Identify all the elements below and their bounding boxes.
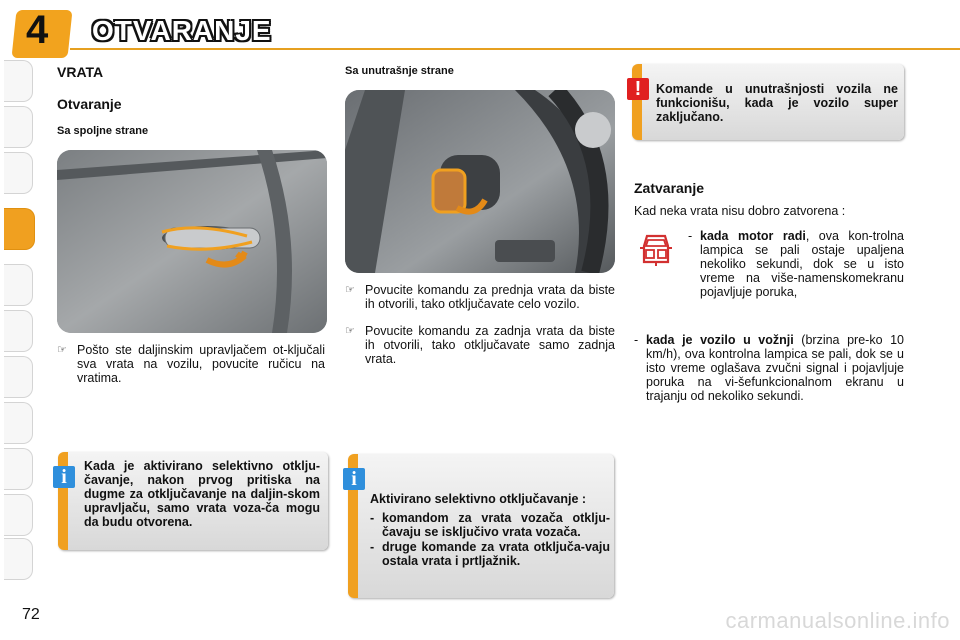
watermark: carmanualsonline.info (725, 608, 950, 633)
door-handle-outside-photo (57, 150, 327, 333)
chapter-tab-active[interactable] (4, 208, 35, 250)
chapter-tab[interactable] (4, 356, 33, 398)
info-note-title: Aktivirano selektivno otključavanje : (370, 492, 587, 506)
chapter-tab[interactable] (4, 310, 33, 352)
subheading-closing: Zatvaranje (634, 180, 705, 196)
outside-bullet: ☞ Pošto ste daljinskim upravljačem ot-ključali sva vrata na vozilu, povucite ručicu na vratima. (57, 343, 325, 385)
chapter-tab[interactable] (4, 402, 33, 444)
pointer-icon: ☞ (57, 344, 67, 356)
pointer-icon: ☞ (345, 284, 355, 296)
door-open-warning-lamp-icon (638, 232, 674, 268)
chapter-tab-strip (0, 60, 40, 580)
inside-bullet-rear: ☞ Povucite komandu za zadnja vrata da biste ih otvorili, tako otključavate samo zadnja vrata. (345, 324, 615, 366)
warning-icon: ! (627, 78, 649, 100)
info-note-left (58, 452, 328, 550)
header-divider (70, 48, 960, 50)
chapter-tab[interactable] (4, 60, 33, 102)
info-note-item: - druge komande za vrata otključa-vaju ostala vrata i prtljažnik. (370, 540, 610, 568)
info-note-item: - komandom za vrata vozača otklju-čavaju se isključivo vrata vozača. (370, 511, 610, 539)
door-handle-inside-photo (345, 90, 615, 273)
info-icon: i (343, 468, 365, 490)
subheading-opening: Otvaranje (57, 96, 122, 112)
chapter-tab[interactable] (4, 494, 33, 536)
page-title: OTVARANJE (92, 15, 272, 46)
warning-note (632, 64, 904, 140)
page-number: 72 (22, 606, 40, 623)
info-note-text: Kada je aktivirano selektivno otklju-čavanje, nakon prvog pritiska na dugme za otključavanje na daljin-skom upravljaču, samo vrata voza-ča mogu da budu otvorena. (84, 459, 320, 529)
pointer-icon: ☞ (345, 325, 355, 337)
chapter-tab[interactable] (4, 106, 33, 148)
inside-label: Sa unutrašnje strane (345, 65, 454, 77)
closing-item-driving: - kada je vozilo u vožnji (brzina pre-ko 10 km/h), ova kontrolna lampica se pali, dok se u isto vreme oglašava zvučni signal i pojavljuje poruka na vi-šefunkcionalnom ekranu u trajanju od nekoliko sekundi. (634, 333, 905, 403)
outside-label: Sa spoljne strane (57, 125, 149, 137)
section-heading: VRATA (57, 64, 104, 80)
closing-item-engine-running: - kada motor radi, ova kon-trolna lampica se pali ostaje upaljena nekoliko sekundi, dok se u isto vreme na više-namenskomekranu pojavljuje poruka, (688, 229, 904, 299)
chapter-tab[interactable] (4, 264, 33, 306)
chapter-number: 4 (26, 8, 49, 52)
chapter-tab[interactable] (4, 538, 33, 580)
inside-bullet-front: ☞ Povucite komandu za prednja vrata da biste ih otvorili, tako otključavate celo vozilo. (345, 283, 615, 311)
warning-note-text: Komande u unutrašnjosti vozila ne funkcionišu, kada je vozilo super zaključano. (656, 82, 898, 124)
info-icon: i (53, 466, 75, 488)
chapter-tab[interactable] (4, 448, 33, 490)
chapter-tab[interactable] (4, 152, 33, 194)
note-accent-bar (632, 64, 642, 140)
info-note-middle (348, 454, 614, 598)
closing-intro: Kad neka vrata nisu dobro zatvorena : (634, 204, 846, 218)
